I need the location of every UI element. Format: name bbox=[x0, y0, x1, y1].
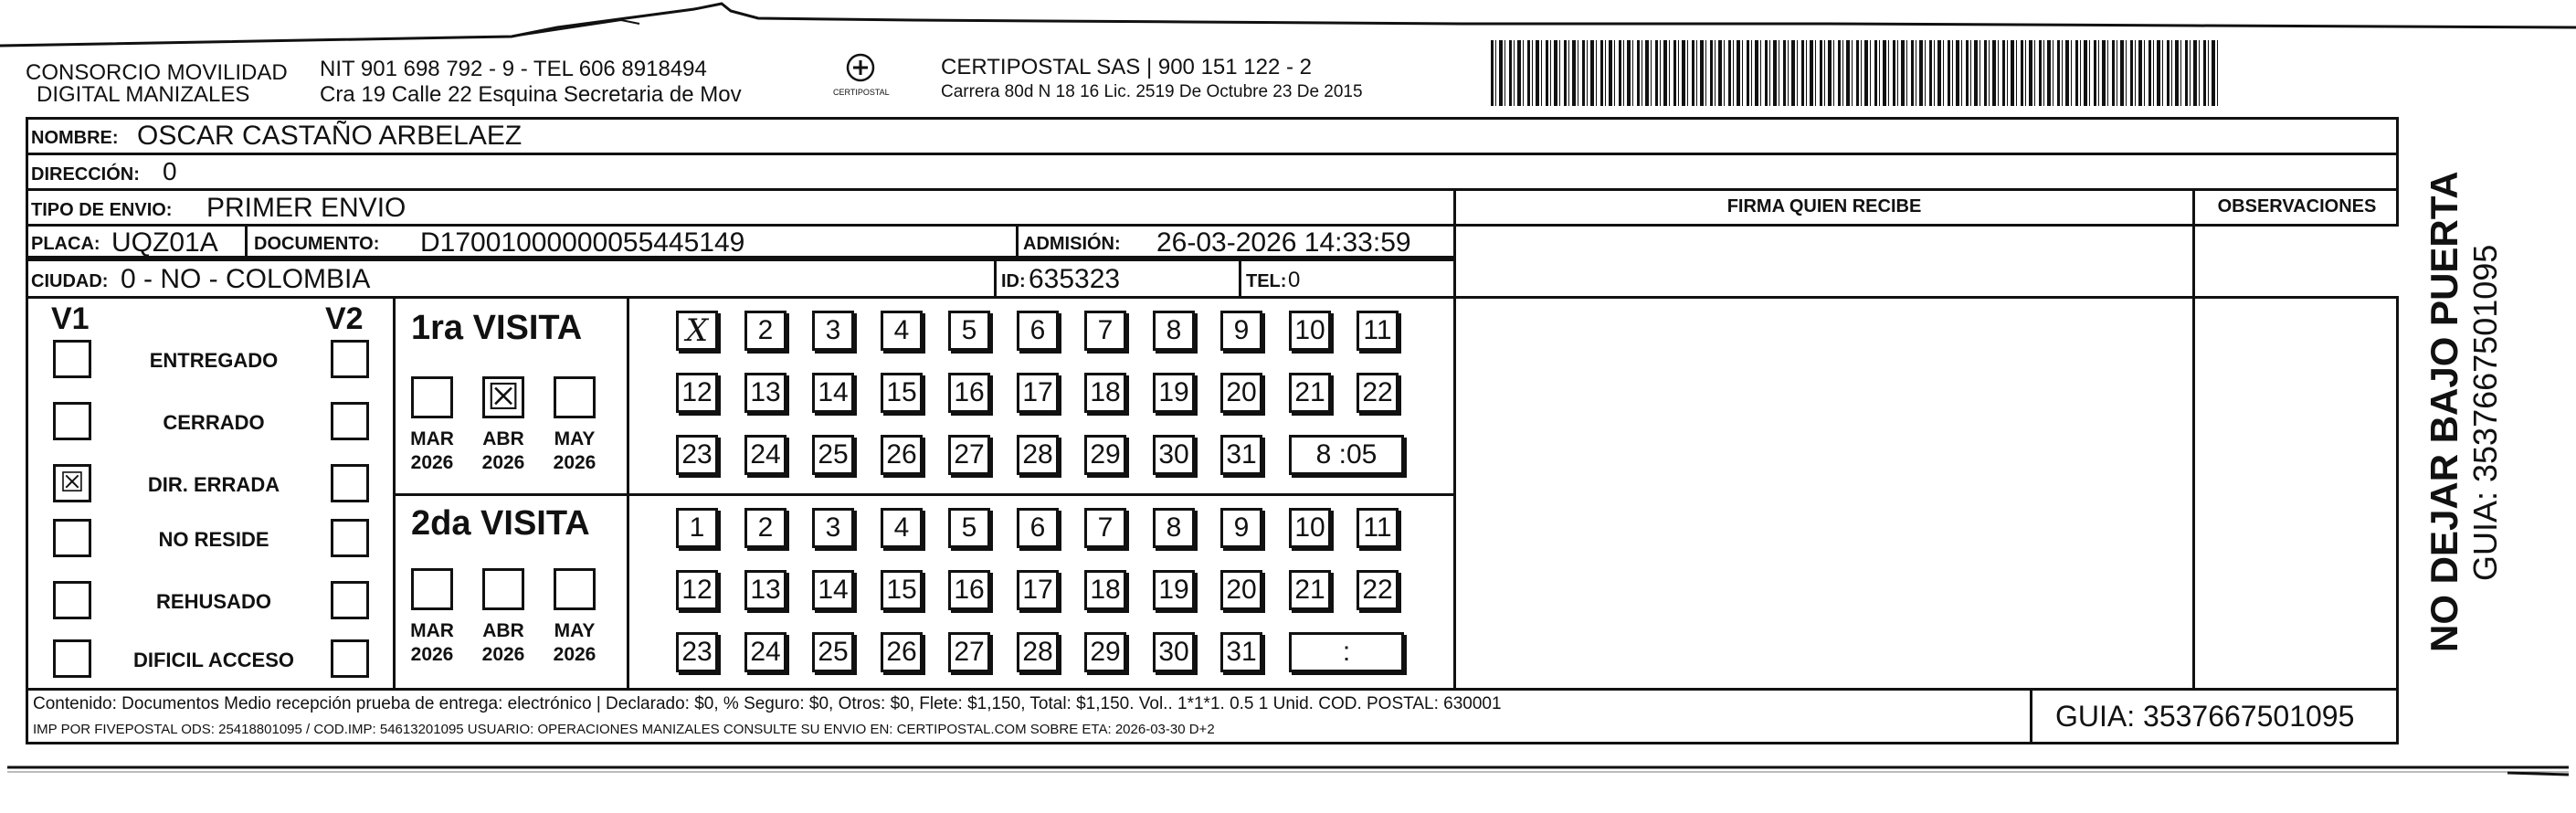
v1-checkbox[interactable] bbox=[53, 402, 91, 440]
certipostal-logo-text: CERTIPOSTAL bbox=[833, 88, 890, 97]
day-box[interactable]: 17 bbox=[1017, 570, 1059, 610]
signature-field[interactable] bbox=[1456, 227, 2192, 688]
day-box[interactable]: 28 bbox=[1017, 435, 1059, 475]
month-checkbox[interactable]: ☒ bbox=[482, 376, 524, 418]
day-box[interactable]: 11 bbox=[1357, 311, 1399, 351]
day-box[interactable]: 19 bbox=[1153, 570, 1195, 610]
day-box[interactable]: 1 bbox=[676, 508, 718, 548]
day-box[interactable]: 27 bbox=[948, 632, 990, 672]
id-value: 635323 bbox=[1029, 264, 1121, 294]
footer-guia: GUIA: 3537667501095 bbox=[2055, 700, 2355, 733]
courier-line2: Carrera 80d N 18 16 Lic. 2519 De Octubre 23 De 2015 bbox=[941, 82, 1363, 101]
signature-column-header: FIRMA QUIEN RECIBE bbox=[1726, 196, 1922, 216]
day-box[interactable]: 3 bbox=[812, 508, 854, 548]
day-box[interactable]: 20 bbox=[1220, 570, 1262, 610]
day-box[interactable]: 22 bbox=[1357, 570, 1399, 610]
city-label: CIUDAD: bbox=[31, 271, 109, 291]
day-box[interactable]: 6 bbox=[1017, 508, 1059, 548]
month-checkbox[interactable] bbox=[411, 568, 453, 610]
status-option-label: ENTREGADO bbox=[149, 349, 279, 372]
day-box[interactable]: 8 bbox=[1153, 508, 1195, 548]
address-label: DIRECCIÓN: bbox=[31, 164, 140, 185]
barcode bbox=[1491, 40, 2220, 106]
time-field[interactable]: 8 :05 bbox=[1289, 435, 1404, 475]
document-label: DOCUMENTO: bbox=[254, 234, 380, 254]
day-box[interactable]: 27 bbox=[948, 435, 990, 475]
admission-label: ADMISIÓN: bbox=[1023, 234, 1121, 254]
status-option-label: CERRADO bbox=[163, 411, 265, 434]
recipient-name: OSCAR CASTAÑO ARBELAEZ bbox=[137, 121, 523, 151]
day-box[interactable]: 2 bbox=[744, 508, 787, 548]
v2-checkbox[interactable] bbox=[331, 581, 369, 619]
v2-checkbox[interactable] bbox=[331, 519, 369, 557]
company-name-line2: DIGITAL MANIZALES bbox=[37, 82, 250, 107]
v1-checkbox[interactable] bbox=[53, 519, 91, 557]
status-option-label: NO RESIDE bbox=[158, 528, 269, 551]
day-box[interactable]: 24 bbox=[744, 435, 787, 475]
day-box[interactable]: 31 bbox=[1220, 632, 1262, 672]
name-label: NOMBRE: bbox=[31, 128, 119, 148]
shipment-type: PRIMER ENVIO bbox=[206, 193, 406, 223]
month-checkbox[interactable] bbox=[411, 376, 453, 418]
month-label: ABR bbox=[482, 620, 524, 641]
day-box[interactable]: 23 bbox=[676, 435, 718, 475]
month-checkbox[interactable] bbox=[554, 376, 596, 418]
day-box[interactable]: 9 bbox=[1220, 508, 1262, 548]
day-box[interactable]: 17 bbox=[1017, 373, 1059, 413]
month-year: 2026 bbox=[481, 644, 525, 665]
day-box[interactable]: 19 bbox=[1153, 373, 1195, 413]
day-box[interactable]: 16 bbox=[948, 570, 990, 610]
day-box[interactable]: 23 bbox=[676, 632, 718, 672]
day-box[interactable]: 31 bbox=[1220, 435, 1262, 475]
v1-header: V1 bbox=[51, 301, 90, 336]
imp-line: IMP POR FIVEPOSTAL ODS: 25418801095 / COD.IMP: 54613201095 USUARIO: OPERACIONES MANIZALES CONSULTE SU ENVIO EN: CERTIPOSTAL.COM SOBRE ETA: 2026-03-30 D+2 bbox=[33, 722, 1215, 737]
observations-column-header: OBSERVACIONES bbox=[2217, 196, 2377, 216]
day-box[interactable]: 26 bbox=[881, 435, 923, 475]
address-line: Cra 19 Calle 22 Esquina Secretaria de Mov bbox=[320, 82, 742, 107]
status-option-label: DIFICIL ACCESO bbox=[132, 649, 294, 671]
day-box[interactable]: 15 bbox=[881, 570, 923, 610]
day-box[interactable]: 25 bbox=[812, 632, 854, 672]
company-name-line1: CONSORCIO MOVILIDAD bbox=[26, 60, 288, 85]
v2-checkbox[interactable] bbox=[331, 402, 369, 440]
day-box[interactable]: 29 bbox=[1084, 435, 1126, 475]
day-box[interactable]: 13 bbox=[744, 570, 787, 610]
id-label: ID: bbox=[1001, 271, 1026, 291]
month-label: MAR bbox=[410, 620, 454, 641]
day-box[interactable]: 6 bbox=[1017, 311, 1059, 351]
day-box[interactable]: 9 bbox=[1220, 311, 1262, 351]
contents-line: Contenido: Documentos Medio recepción prueba de entrega: electrónico | Declarado: $0, % Seguro: $0, Otros: $0, Flete: $1,150, Total: $1,150. Vol.. 1*1*1. 0.5 1 Unid. COD. POSTAL: 630001 bbox=[33, 694, 1502, 713]
shipment-type-label: TIPO DE ENVIO: bbox=[31, 200, 173, 220]
nit-line: NIT 901 698 792 - 9 - TEL 606 8918494 bbox=[320, 57, 707, 81]
month-checkbox[interactable] bbox=[482, 568, 524, 610]
plate-label: PLACA: bbox=[31, 234, 100, 254]
visit2-title: 2da VISITA bbox=[411, 504, 590, 543]
tel-label: TEL: bbox=[1246, 271, 1287, 291]
v2-checkbox[interactable] bbox=[331, 639, 369, 678]
observations-field[interactable] bbox=[2195, 227, 2399, 688]
day-box[interactable]: 20 bbox=[1220, 373, 1262, 413]
day-box[interactable]: 14 bbox=[812, 373, 854, 413]
day-box[interactable]: 7 bbox=[1084, 508, 1126, 548]
day-box[interactable]: X bbox=[676, 311, 718, 351]
day-box[interactable]: 5 bbox=[948, 311, 990, 351]
day-box[interactable]: 21 bbox=[1289, 570, 1331, 610]
day-box[interactable]: 29 bbox=[1084, 632, 1126, 672]
day-box[interactable]: 30 bbox=[1153, 435, 1195, 475]
day-box[interactable]: 4 bbox=[881, 311, 923, 351]
v1-checkbox[interactable] bbox=[53, 340, 91, 378]
day-box[interactable]: 12 bbox=[676, 373, 718, 413]
month-year: 2026 bbox=[553, 452, 596, 473]
plate-value: UQZ01A bbox=[111, 227, 218, 258]
v1-checkbox[interactable]: ☒ bbox=[53, 464, 91, 502]
day-box[interactable]: 2 bbox=[744, 311, 787, 351]
day-box[interactable]: 4 bbox=[881, 508, 923, 548]
recipient-address: 0 bbox=[163, 157, 177, 185]
day-box[interactable]: 10 bbox=[1289, 311, 1331, 351]
day-box[interactable]: 16 bbox=[948, 373, 990, 413]
day-box[interactable]: 18 bbox=[1084, 373, 1126, 413]
day-box[interactable]: 24 bbox=[744, 632, 787, 672]
month-year: 2026 bbox=[481, 452, 525, 473]
month-year: 2026 bbox=[410, 644, 454, 665]
day-box[interactable]: 14 bbox=[812, 570, 854, 610]
day-box[interactable]: 3 bbox=[812, 311, 854, 351]
day-box[interactable]: 15 bbox=[881, 373, 923, 413]
day-box[interactable]: 18 bbox=[1084, 570, 1126, 610]
address-row bbox=[26, 153, 2399, 191]
visit1-title: 1ra VISITA bbox=[411, 309, 583, 347]
day-box[interactable]: 11 bbox=[1357, 508, 1399, 548]
day-box[interactable]: 22 bbox=[1357, 373, 1399, 413]
month-year: 2026 bbox=[553, 644, 596, 665]
day-box[interactable]: 25 bbox=[812, 435, 854, 475]
day-box[interactable]: 8 bbox=[1153, 311, 1195, 351]
month-label: MAY bbox=[554, 428, 596, 449]
day-box[interactable]: 30 bbox=[1153, 632, 1195, 672]
v1-checkbox[interactable] bbox=[53, 581, 91, 619]
v2-header: V2 bbox=[325, 301, 364, 336]
day-box[interactable]: 21 bbox=[1289, 373, 1331, 413]
time-field[interactable]: : bbox=[1289, 632, 1404, 672]
day-box[interactable]: 26 bbox=[881, 632, 923, 672]
day-box[interactable]: 7 bbox=[1084, 311, 1126, 351]
day-box[interactable]: 13 bbox=[744, 373, 787, 413]
certipostal-logo-icon bbox=[840, 51, 881, 88]
courier-line1: CERTIPOSTAL SAS | 900 151 122 - 2 bbox=[941, 55, 1312, 79]
v2-checkbox[interactable] bbox=[331, 340, 369, 378]
month-label: MAY bbox=[554, 620, 596, 641]
day-box[interactable]: 28 bbox=[1017, 632, 1059, 672]
status-option-label: REHUSADO bbox=[156, 590, 271, 613]
city-value: 0 - NO - COLOMBIA bbox=[121, 264, 371, 294]
status-option-label: DIR. ERRADA bbox=[147, 473, 280, 496]
admission-value: 26-03-2026 14:33:59 bbox=[1156, 227, 1411, 258]
day-box[interactable]: 10 bbox=[1289, 508, 1331, 548]
side-guia: GUIA: 3537667501095 bbox=[2466, 244, 2504, 581]
v1-checkbox[interactable] bbox=[53, 639, 91, 678]
tel-value: 0 bbox=[1288, 268, 1301, 292]
document-value: D17001000000055445149 bbox=[420, 227, 745, 258]
month-year: 2026 bbox=[410, 452, 454, 473]
month-label: ABR bbox=[482, 428, 524, 449]
side-warning: NO DEJAR BAJO PUERTA bbox=[2423, 171, 2465, 652]
month-label: MAR bbox=[410, 428, 454, 449]
month-checkbox[interactable] bbox=[554, 568, 596, 610]
v2-checkbox[interactable] bbox=[331, 464, 369, 502]
day-box[interactable]: 5 bbox=[948, 508, 990, 548]
day-box[interactable]: 12 bbox=[676, 570, 718, 610]
